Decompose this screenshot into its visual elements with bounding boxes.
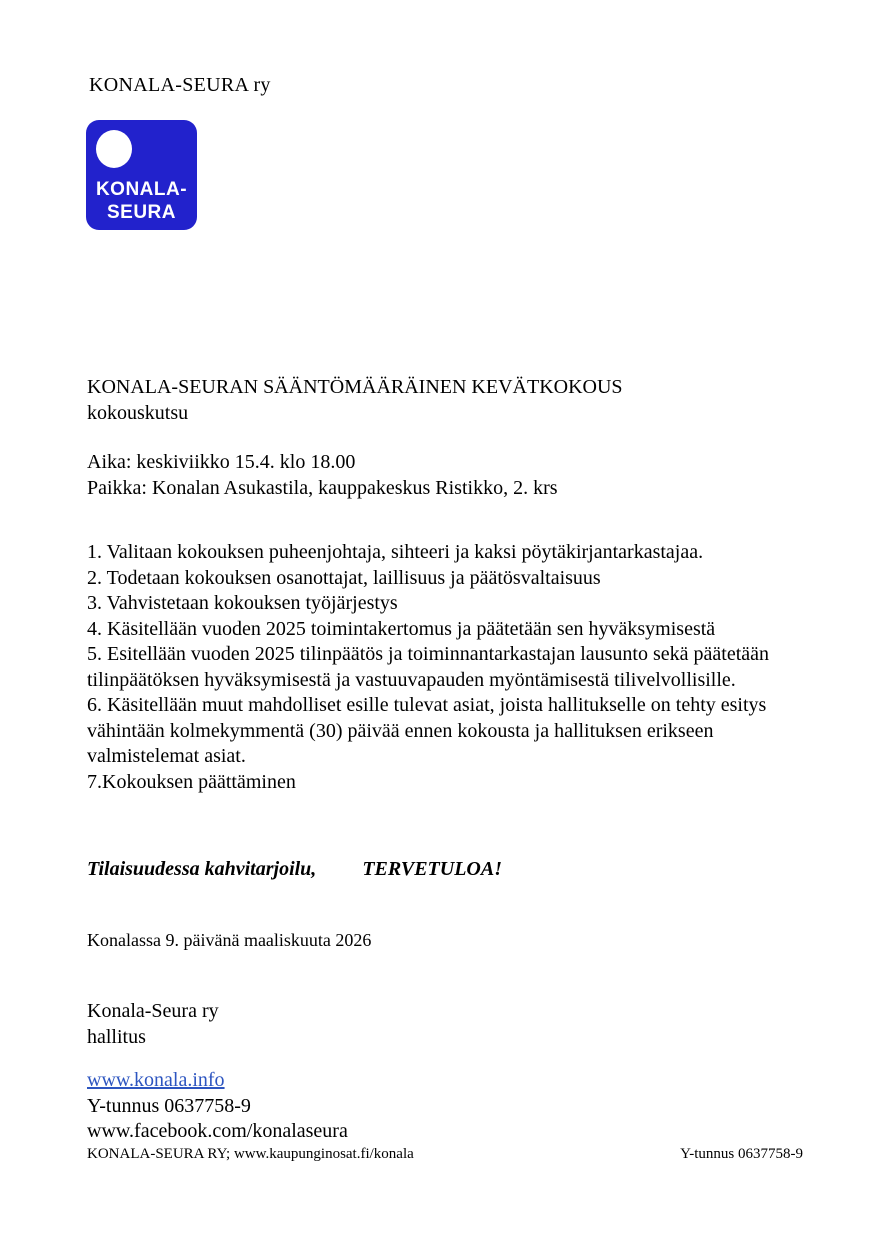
meeting-time: Aika: keskiviikko 15.4. klo 18.00	[87, 451, 356, 473]
agenda-item: 1. Valitaan kokouksen puheenjohtaja, sihteeri ja kaksi pöytäkirjantarkastajaa.	[87, 541, 704, 563]
agenda-item: 4. Käsitellään vuoden 2025 toimintakertomus ja päätetään sen hyväksymisestä	[87, 617, 716, 640]
closing-line	[87, 858, 817, 881]
agenda-item: 3. Vahvistetaan kokouksen työjärjestys	[87, 592, 398, 614]
logo-line2: SEURA	[106, 202, 176, 223]
letterhead-org-name: KONALA-SEURA ry	[89, 74, 271, 96]
agenda-item: 7.Kokouksen päättäminen	[87, 770, 296, 793]
agenda-item: 2. Todetaan kokouksen osanottajat, laillisuus ja päätösvaltaisuus	[87, 566, 601, 589]
business-id: Y-tunnus 0637758-9	[87, 1094, 251, 1117]
agenda-item: 6. Käsitellään muut mahdolliset esille tulevat asiat, joista hallitukselle on tehty esitys vähintään kolmekymmentä (30) päivää ennen kokousta ja hallituksen erikseen valmistelemat asiat.	[87, 694, 767, 767]
meeting-details	[87, 449, 817, 501]
footer-left: KONALA-SEURA RY; www.kaupunginosat.fi/konala	[87, 1146, 414, 1162]
page-footer	[87, 1146, 803, 1163]
logo-wordmark	[86, 178, 197, 224]
signature-block	[87, 998, 219, 1050]
agenda-item: 5. Esitellään vuoden 2025 tilinpäätös ja toiminnantarkastajan lausunto sekä päätetään tilinpäätöksen hyväksymisestä ja vastuuvapauden myöntämisestä tilivelvollisille.	[87, 643, 770, 691]
logo-circle-icon	[96, 130, 132, 168]
facebook-url: www.facebook.com/konalaseura	[87, 1120, 348, 1142]
document-type: kokouskutsu	[87, 402, 189, 424]
signature-org: Konala-Seura ry	[87, 1000, 219, 1022]
logo-line1: KONALA-	[95, 179, 188, 200]
title-block	[87, 374, 817, 426]
agenda-list	[87, 540, 819, 795]
coffee-note: Tilaisuudessa kahvitarjoilu,	[87, 858, 317, 880]
website-link[interactable]: www.konala.info	[87, 1069, 225, 1091]
meeting-place: Paikka: Konalan Asukastila, kauppakeskus Ristikko, 2. krs	[87, 477, 558, 499]
signature-role: hallitus	[87, 1026, 146, 1048]
welcome-text: TERVETULOA!	[362, 858, 502, 880]
dateline: Konalassa 9. päivänä maaliskuuta 2026	[87, 930, 372, 950]
contact-block	[87, 1068, 348, 1145]
footer-right: Y-tunnus 0637758-9	[680, 1146, 803, 1162]
konala-seura-logo	[86, 120, 197, 230]
document-title: KONALA-SEURAN SÄÄNTÖMÄÄRÄINEN KEVÄTKOKOUS	[87, 376, 623, 398]
